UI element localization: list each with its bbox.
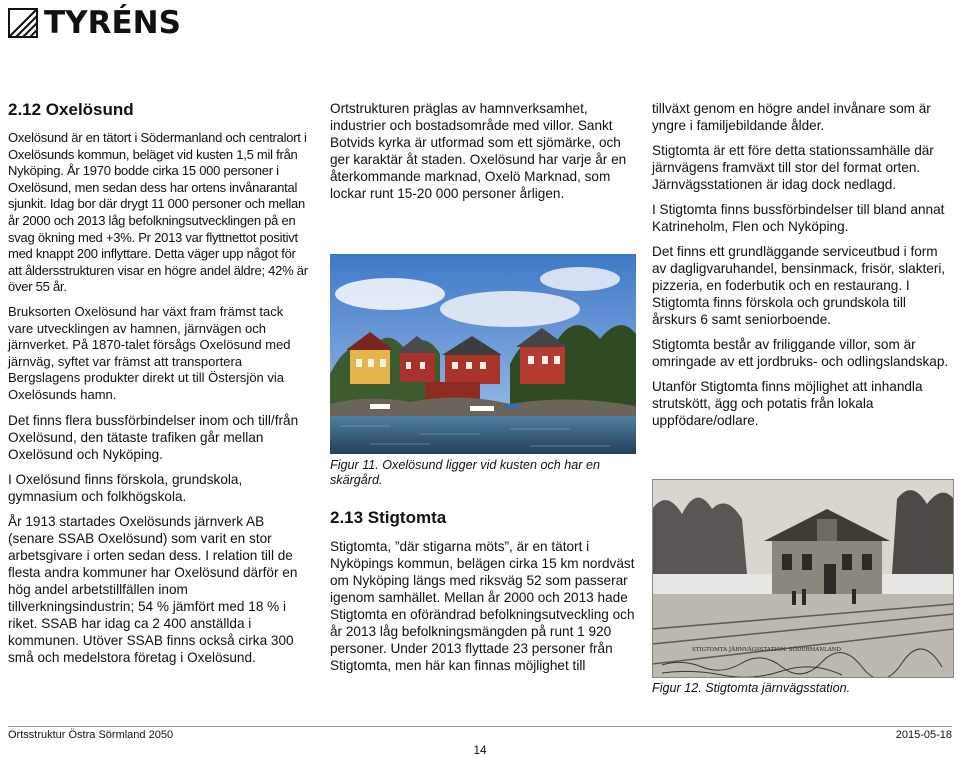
paragraph: Stigtomta, ”där stigarna möts”, är en tätort i Nyköpings kommun, belägen cirka 15 km nordväst om Nyköping längs med riksväg 52 som passerar igenom samhället. Mellan år 2000 och 2013 hade Stigtomta en oförändrad befolkningsutveckling och år 2013 låg befolkningsmängden på runt 1 920 personer. Under 2013 flyttade 23 personer från Stigtomta, men här kan finnas möjlighet till <box>330 539 635 673</box>
archipelago-photo-illustration <box>330 254 636 454</box>
page-number: 14 <box>473 743 487 757</box>
figure-caption: Figur 12. Stigtomta järnvägsstation. <box>652 681 851 695</box>
section-heading-stigtomta: 2.13 Stigtomta <box>330 508 447 527</box>
column-middle <box>330 100 638 210</box>
paragraph: I Oxelösund finns förskola, grundskola, gymnasium och folkhögskola. <box>8 471 243 504</box>
column-middle-stigtomta <box>330 508 638 682</box>
figure-12-caption-block <box>652 681 954 696</box>
paragraph: Utanför Stigtomta finns möjlighet att inhandla strutskött, ägg och potatis från lokala uppfödare/odlare. <box>652 379 923 428</box>
column-oxelosund <box>8 100 308 674</box>
postcard-printed-title: STIGTOMTA JÄRNVÄGSSTATION. SÖDERMANLAND <box>692 647 841 653</box>
tyrens-logo <box>8 6 181 40</box>
footer-document-title: Ortsstruktur Östra Sörmland 2050 <box>8 729 174 741</box>
paragraph: Oxelösund är en tätort i Södermanland och centralort i Oxelösunds kommun, beläget vid kusten 1,5 mil från Nyköping. År 1970 bodde cirka 15 000 personer i Oxelösund, men sedan dess har ortens invånarantal sjunkit. Idag bor där drygt 11 000 personer och mellan år 2000 och 2013 låg befolkningsutvecklingen på en svag ökning med +3%. Pr 2013 var flyttnettot positivt med knappt 200 inflyttare. Detta väger upp något för att åldersstrukturen visar en högre andel äldre; 42% är över 55 år. <box>8 130 308 295</box>
paragraph: Ortstrukturen präglas av hamnverksamhet, industrier och bostadsområde med villor. Sankt Botvids kyrka är utformad som ett sjömärke, och ger karaktär åt staden. Oxelösund har varje år en återkommande marknad, Oxelö Marknad, som lockar runt 15-20 000 personer årligen. <box>330 101 627 201</box>
paragraph: Stigtomta är ett före detta stationssamhälle där järnvägens framväxt till stor del format orten. Järnvägsstationen är idag dock nedlagd. <box>652 143 934 192</box>
paragraph: År 1913 startades Oxelösunds järnverk AB (senare SSAB Oxelösund) som varit en stor arbetsgivare i orten sedan dess. I relation till de flesta andra kommuner har Oxelösund därför en hög andel arbetstillfällen inom tillverkningsindustrin; 54 % jämfört med 18 % i riket. SSAB har idag ca 2 400 anställda i kommunen. Utöver SSAB finns också cirka 300 små och medelstora företag i Oxelösund. <box>8 513 298 665</box>
station-postcard-illustration <box>652 479 954 678</box>
figure-11-caption-block <box>330 458 638 488</box>
footer-date: 2015-05-18 <box>895 729 952 741</box>
column-right <box>652 100 954 437</box>
footer-divider <box>8 726 952 727</box>
photo-stigtomta-station <box>652 479 954 678</box>
paragraph: I Stigtomta finns bussförbindelser till bland annat Katrineholm, Flen och Nyköping. <box>652 202 945 234</box>
logo-wordmark: TYRÉNS <box>44 5 181 41</box>
section-heading-oxelosund: 2.12 Oxelösund <box>8 100 134 119</box>
paragraph: Stigtomta består av friliggande villor, som är omringade av ett jordbruks- och odlingslandskap. <box>652 337 949 369</box>
paragraph: Bruksorten Oxelösund har växt fram främst tack vare utvecklingen av hamnen, järnvägen och järnverket. På 1870-talet försågs Oxelösund med järnväg, syftet var främst att transportera Bergslagens produkter direkt ut till Östersjön via Oxelösunds hamn. <box>8 303 291 402</box>
tyrens-logo-mark-icon <box>8 8 38 38</box>
photo-oxelosund-archipelago <box>330 254 636 454</box>
paragraph: tillväxt genom en högre andel invånare som är yngre i familjebildande ålder. <box>652 101 931 133</box>
paragraph: Det finns flera bussförbindelser inom och till/från Oxelösund, den tätaste trafiken går mellan Oxelösund och Nyköping. <box>8 412 299 462</box>
paragraph: Det finns ett grundläggande serviceutbud i form av dagligvaruhandel, bensinmack, frisör, slakteri, pizzeria, en foderbutik och en restaurang. I Stigtomta finns förskola och grundskola till årskurs 6 samt seniorboende. <box>652 244 946 327</box>
figure-caption: Figur 11. Oxelösund ligger vid kusten och har en skärgård. <box>330 458 600 487</box>
